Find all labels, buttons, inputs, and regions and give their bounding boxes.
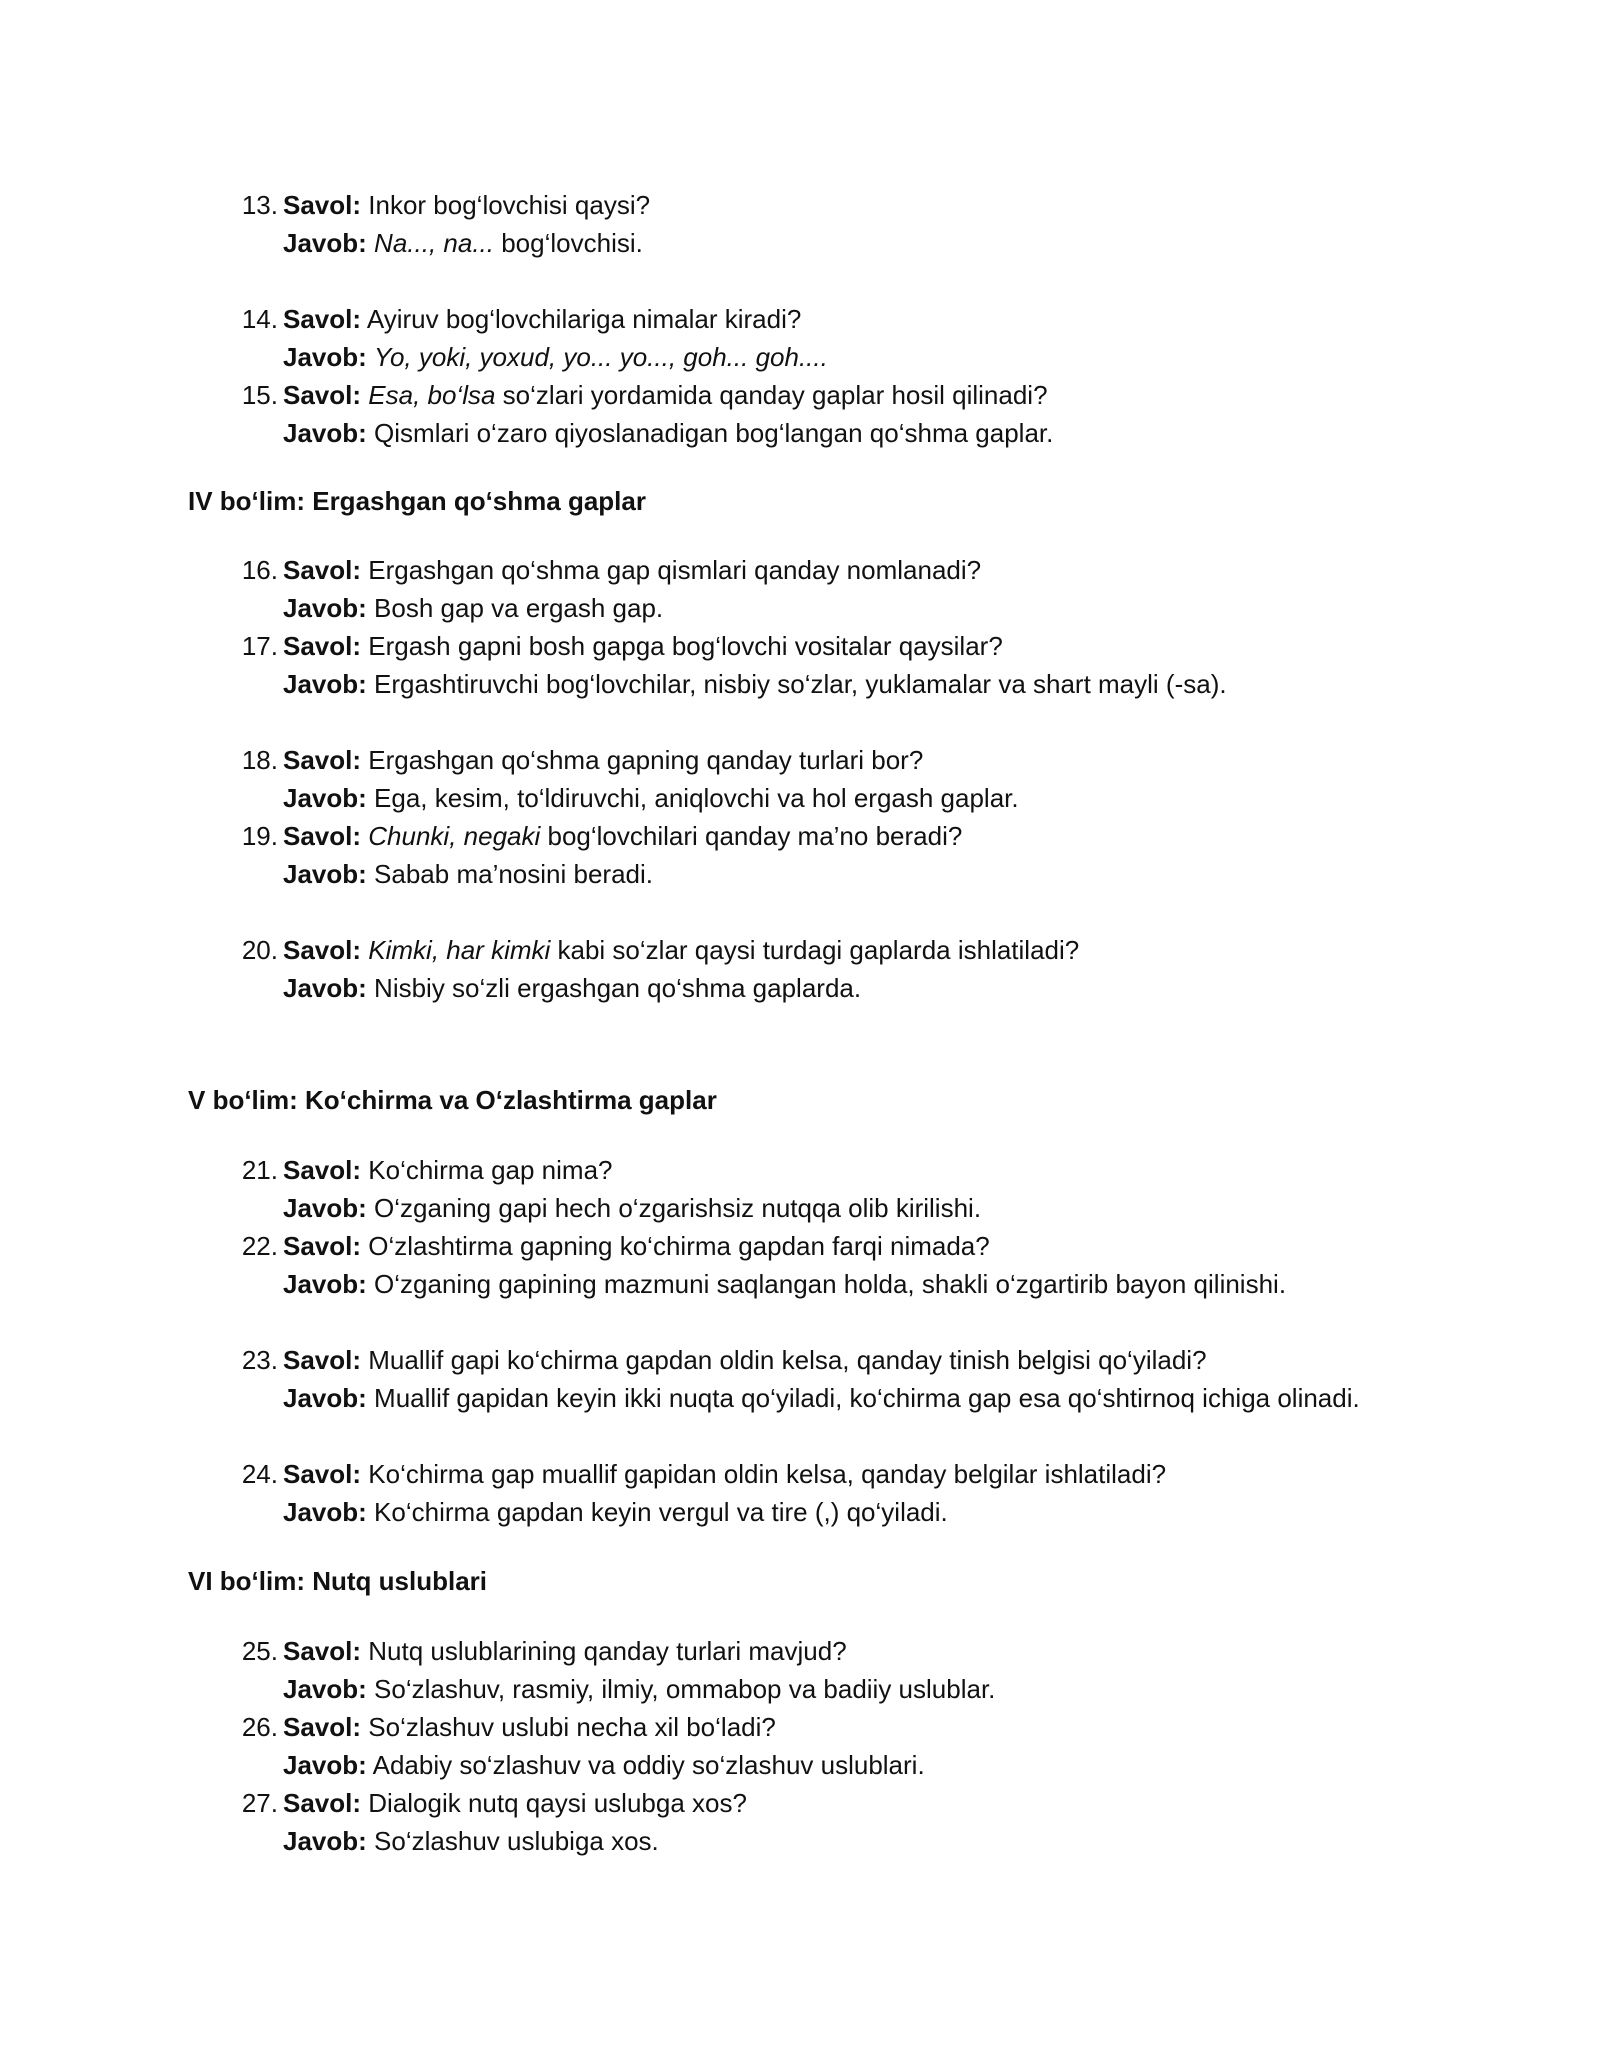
question-label: Savol: [283,1459,362,1489]
qa-item-21 [0,1151,1600,1227]
question-label: Savol: [283,1636,362,1666]
qa-item-17 [0,627,1600,703]
answer-text: Sabab ma’nosini beradi. [374,859,654,889]
qa-item-15 [0,376,1600,452]
item-number: 15. [241,380,278,410]
qa-item-20 [0,931,1600,1007]
qa-item-26 [0,1708,1600,1784]
qa-item-18 [0,741,1600,817]
answer-text: bog‘lovchisi. [494,228,643,258]
qa-item-23 [0,1341,1600,1417]
item-number: 23. [241,1345,278,1375]
question-text: Nutq uslublarining qanday turlari mavjud? [368,1636,847,1666]
answer-label: Javob: [283,1193,367,1223]
question-text: Ergashgan qo‘shma gapning qanday turlari bor? [368,745,924,775]
question-label: Savol: [283,821,362,851]
qa-item-25 [0,1632,1600,1708]
answer-italic-text: Na..., na... [374,228,494,258]
question-label: Savol: [283,631,362,661]
question-label: Savol: [283,1155,362,1185]
answer-label: Javob: [283,342,367,372]
question-italic-text: Kimki, har kimki [368,935,551,965]
question-text: kabi so‘zlar qaysi turdagi gaplarda ishlatiladi? [550,935,1080,965]
question-text: O‘zlashtirma gapning ko‘chirma gapdan farqi nimada? [368,1231,990,1261]
item-number: 22. [241,1231,278,1261]
question-text: So‘zlashuv uslubi necha xil bo‘ladi? [368,1712,776,1742]
answer-label: Javob: [283,1269,367,1299]
answer-text: Bosh gap va ergash gap. [374,593,664,623]
item-number: 14. [241,304,278,334]
answer-label: Javob: [283,973,367,1003]
answer-text: So‘zlashuv, rasmiy, ilmiy, ommabop va badiiy uslublar. [374,1674,996,1704]
question-text: Ergashgan qo‘shma gap qismlari qanday nomlanadi? [368,555,982,585]
item-number: 17. [241,631,278,661]
answer-text: Ko‘chirma gapdan keyin vergul va tire (,) qo‘yiladi. [374,1497,948,1527]
answer-text: Muallif gapidan keyin ikki nuqta qo‘yiladi, ko‘chirma gap esa qo‘shtirnoq ichiga olinadi. [374,1383,1360,1413]
section-heading-v: V bo‘lim: Ko‘chirma va O‘zlashtirma gaplar [188,1085,717,1115]
question-label: Savol: [283,190,362,220]
answer-label: Javob: [283,1674,367,1704]
question-text: Ergash gapni bosh gapga bog‘lovchi vositalar qaysilar? [368,631,1003,661]
answer-label: Javob: [283,1497,367,1527]
qa-item-27 [0,1784,1600,1860]
item-number: 21. [241,1155,278,1185]
question-text: so‘zlari yordamida qanday gaplar hosil qilinadi? [495,380,1048,410]
qa-item-22 [0,1227,1600,1303]
question-text: Dialogik nutq qaysi uslubga xos? [368,1788,747,1818]
question-label: Savol: [283,1345,362,1375]
section-heading-vi: VI bo‘lim: Nutq uslublari [188,1566,487,1596]
qa-item-19 [0,817,1600,893]
item-number: 20. [241,935,278,965]
answer-label: Javob: [283,228,367,258]
question-label: Savol: [283,555,362,585]
question-label: Savol: [283,745,362,775]
answer-text: O‘zganing gapi hech o‘zgarishsiz nutqqa olib kirilishi. [374,1193,982,1223]
question-label: Savol: [283,1712,362,1742]
question-italic-text: Esa, bo‘lsa [368,380,496,410]
answer-label: Javob: [283,593,367,623]
qa-item-16 [0,551,1600,627]
question-text: Ko‘chirma gap muallif gapidan oldin kelsa, qanday belgilar ishlatiladi? [368,1459,1167,1489]
answer-label: Javob: [283,1383,367,1413]
answer-italic-text: Yo, yoki, yoxud, yo... yo..., goh... goh.... [374,342,828,372]
question-text: Ayiruv bog‘lovchilariga nimalar kiradi? [366,304,802,334]
qa-item-13 [0,186,1600,262]
question-text: Ko‘chirma gap nima? [368,1155,613,1185]
answer-text: Qismlari o‘zaro qiyoslanadigan bog‘langan qo‘shma gaplar. [374,418,1054,448]
answer-label: Javob: [283,1826,367,1856]
question-label: Savol: [283,1788,362,1818]
answer-text: O‘zganing gapining mazmuni saqlangan holda, shakli o‘zgartirib bayon qilinishi. [374,1269,1287,1299]
answer-label: Javob: [283,418,367,448]
answer-text: Nisbiy so‘zli ergashgan qo‘shma gaplarda. [374,973,862,1003]
qa-item-14 [0,300,1600,376]
answer-text: So‘zlashuv uslubiga xos. [374,1826,659,1856]
answer-text: Ergashtiruvchi bog‘lovchilar, nisbiy so‘zlar, yuklamalar va shart mayli (-sa). [374,669,1227,699]
question-text: Inkor bog‘lovchisi qaysi? [368,190,651,220]
qa-item-24 [0,1455,1600,1531]
question-text: Muallif gapi ko‘chirma gapdan oldin kelsa, qanday tinish belgisi qo‘yiladi? [368,1345,1207,1375]
answer-label: Javob: [283,859,367,889]
answer-label: Javob: [283,669,367,699]
item-number: 24. [241,1459,278,1489]
question-label: Savol: [283,1231,362,1261]
answer-text: Ega, kesim, to‘ldiruvchi, aniqlovchi va hol ergash gaplar. [374,783,1019,813]
item-number: 13. [241,190,278,220]
section-heading-iv: IV bo‘lim: Ergashgan qo‘shma gaplar [188,486,646,516]
question-label: Savol: [283,380,362,410]
item-number: 25. [241,1636,278,1666]
question-italic-text: Chunki, negaki [368,821,541,851]
item-number: 16. [241,555,278,585]
item-number: 19. [241,821,278,851]
item-number: 18. [241,745,278,775]
question-label: Savol: [283,304,362,334]
answer-label: Javob: [283,1750,367,1780]
item-number: 26. [241,1712,278,1742]
answer-label: Javob: [283,783,367,813]
item-number: 27. [241,1788,278,1818]
answer-text: Adabiy so‘zlashuv va oddiy so‘zlashuv uslublari. [372,1750,925,1780]
question-text: bog‘lovchilari qanday ma’no beradi? [540,821,963,851]
question-label: Savol: [283,935,362,965]
